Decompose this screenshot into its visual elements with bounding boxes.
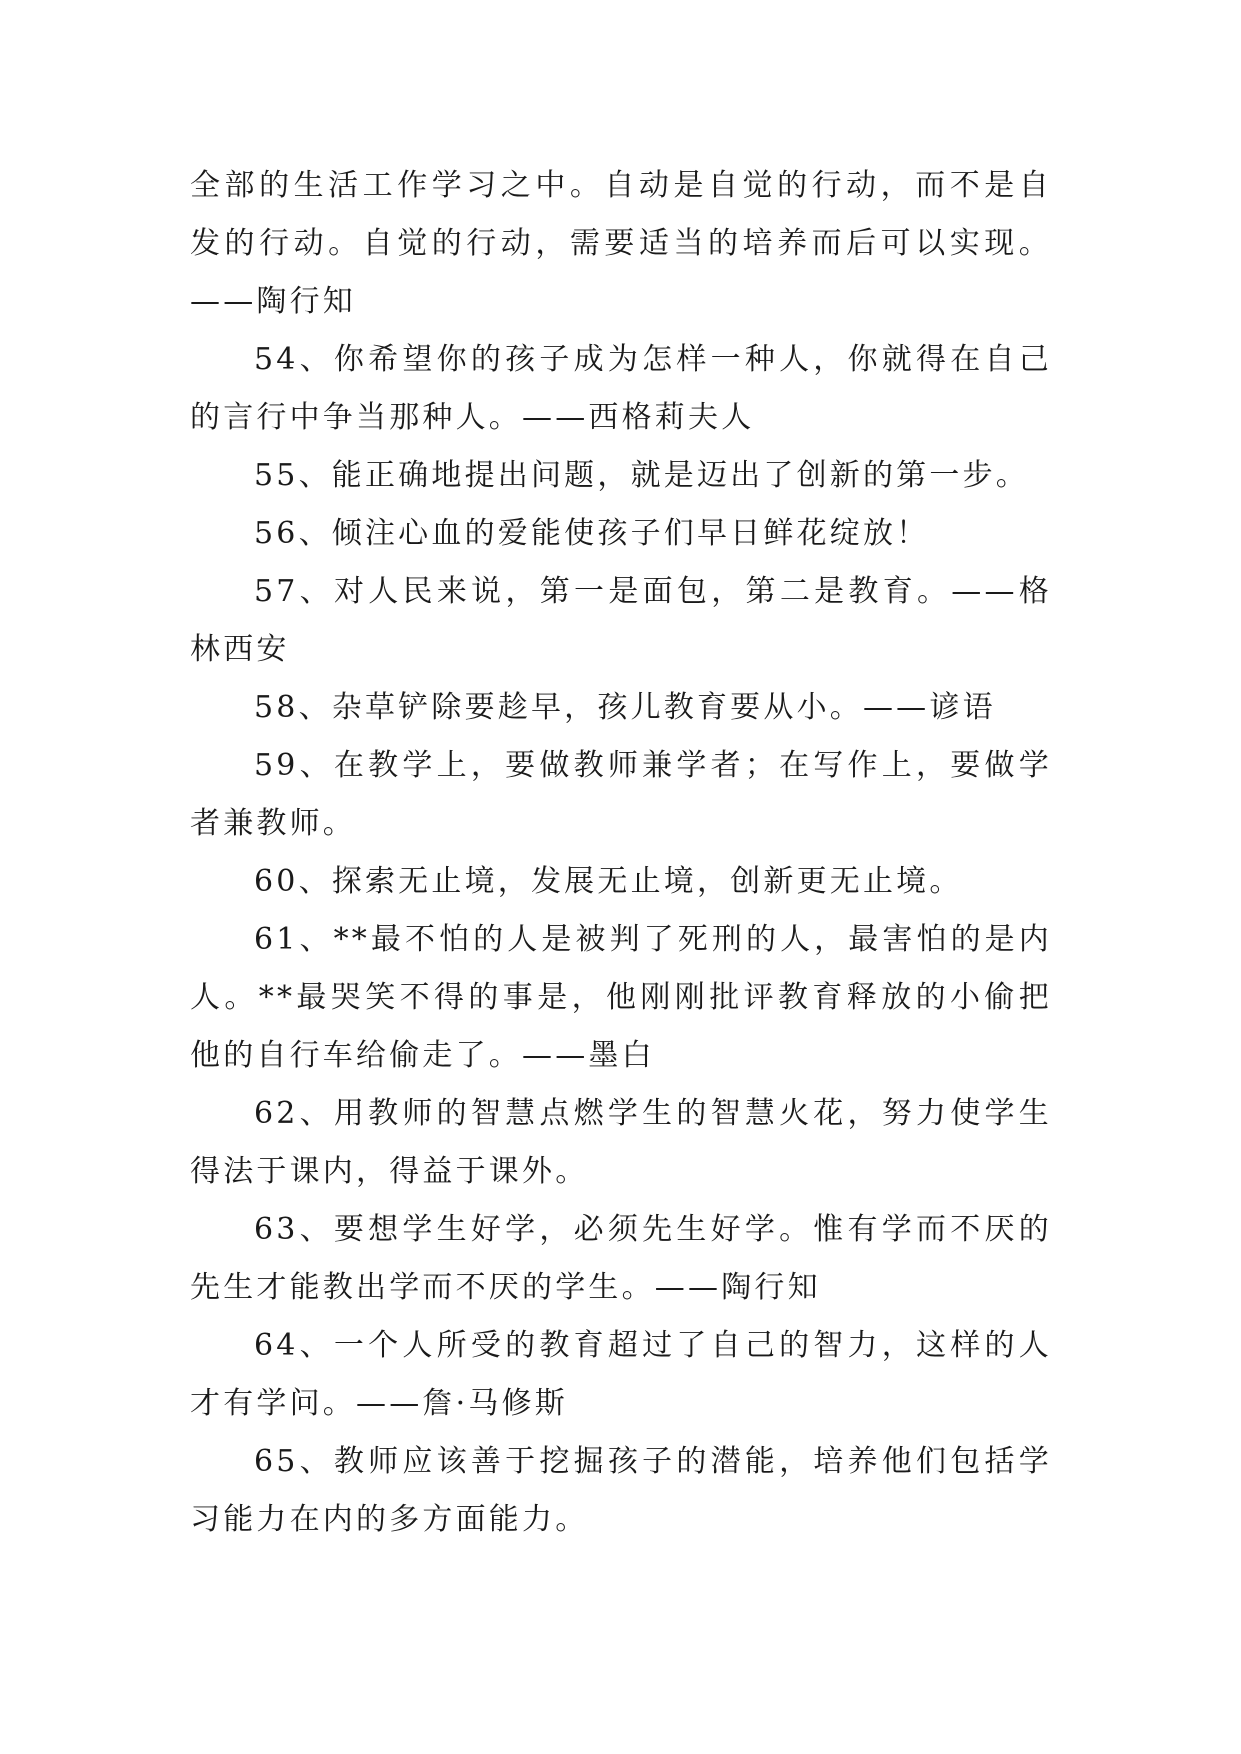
paragraph-59: 59、在教学上，要做教师兼学者；在写作上，要做学者兼教师。 (190, 748, 1052, 841)
document-body (190, 157, 1052, 1549)
paragraph-65: 65、教师应该善于挖掘孩子的潜能，培养他们包括学习能力在内的多方面能力。 (190, 1444, 1052, 1537)
paragraph-58: 58、杂草铲除要趁早，孩儿教育要从小。——谚语 (254, 690, 996, 725)
paragraph-61: 61、**最不怕的人是被判了死刑的人，最害怕的是内人。**最哭笑不得的事是，他刚刚批评教育释放的小偷把他的自行车给偷走了。——墨白 (190, 922, 1052, 1073)
paragraph-54: 54、你希望你的孩子成为怎样一种人，你就得在自己的言行中争当那种人。——西格莉夫人 (190, 342, 1052, 435)
paragraph-57: 57、对人民来说，第一是面包，第二是教育。——格林西安 (190, 574, 1052, 667)
paragraph-continuation: 全部的生活工作学习之中。自动是自觉的行动，而不是自发的行动。自觉的行动，需要适当的培养而后可以实现。——陶行知 (190, 168, 1052, 319)
paragraph-55: 55、能正确地提出问题，就是迈出了创新的第一步。 (254, 458, 1029, 493)
paragraph-62: 62、用教师的智慧点燃学生的智慧火花，努力使学生得法于课内，得益于课外。 (190, 1096, 1052, 1189)
paragraph-63: 63、要想学生好学，必须先生好学。惟有学而不厌的先生才能教出学而不厌的学生。——陶行知 (190, 1212, 1052, 1305)
paragraph-56: 56、倾注心血的爱能使孩子们早日鲜花绽放！ (254, 516, 930, 551)
paragraph-60: 60、探索无止境，发展无止境，创新更无止境。 (254, 864, 963, 899)
paragraph-64: 64、一个人所受的教育超过了自己的智力，这样的人才有学问。——詹·马修斯 (190, 1328, 1052, 1421)
